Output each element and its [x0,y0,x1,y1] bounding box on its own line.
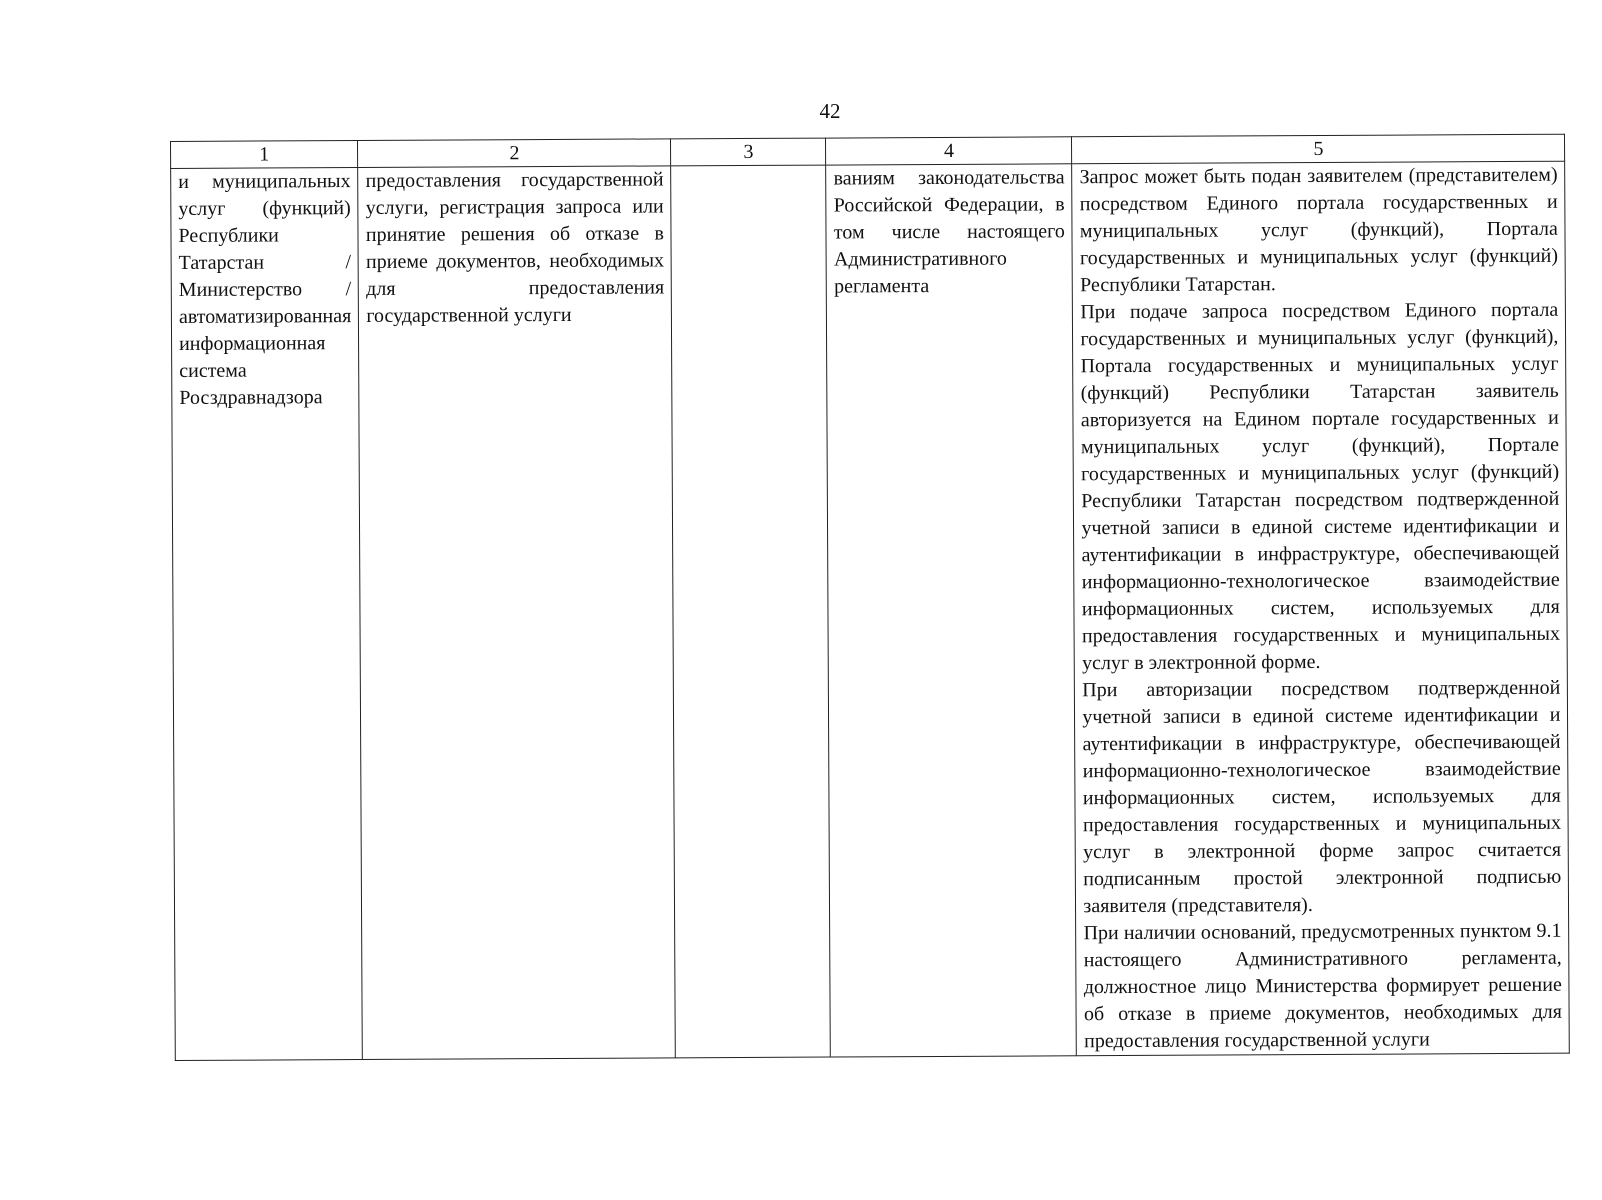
cell-col3 [671,165,831,1058]
cell-col5-paragraph: При авторизации посредством подтвержденной учетной записи в единой системе идентификации и аутентификации в инфраструктуре, обеспечивающей информационно-технологическое взаимодействие информационных систем, используемых для предоставления государственных и муниципальных услуг в электронной форме запрос считается подписанным простой электронной подписью заявителя (представителя). [1082,676,1562,918]
cell-col5-text [1080,162,1563,1055]
column-header-1: 1 [171,141,359,169]
cell-col2 [358,166,676,1060]
cell-col5 [1072,161,1570,1056]
cell-col3-text [679,166,819,167]
cell-col1 [171,168,363,1061]
cell-col4 [826,164,1077,1057]
table-row [171,161,1570,1060]
document-table [170,134,1570,1061]
column-header-2: 2 [358,139,671,168]
column-header-4: 4 [826,137,1072,165]
cell-col5-paragraph: При подаче запроса посредством Единого портала государственных и муниципальных услуг (функций), Портала государственных и муниципальных услуг (функций) Республики Татарстан заявитель авторизуется на Едином портале государственных и муниципальных услуг (функций), Портале государственных и муниципальных услуг (функций) Республики Татарстан посредством подтвержденной учетной записи в единой системе идентификации и аутентификации в инфраструктуре, обеспечивающей информационно-технологическое взаимодействие информационных систем, используемых для предоставления государственных и муниципальных услуг в электронной форме. [1080,298,1561,675]
cell-col1-text: и муниципальных услуг (функций) Республики Татарстан / Министерство / автоматизированная информационная система Росздравнадзора [178,170,352,409]
page-number: 42 [819,99,841,123]
column-header-3: 3 [671,138,826,166]
column-header-5: 5 [1072,134,1565,164]
cell-col5-paragraph: При наличии оснований, предусмотренных пунктом 9.1 настоящего Административного регламента, должностное лицо Министерства формирует решение об отказе в приеме документов, необходимых для предоставления государственной услуги [1083,919,1563,1053]
cell-col5-paragraph: Запрос может быть подан заявителем (представителем) посредством Единого портала государственных и муниципальных услуг (функций), Портала государственных и муниципальных услуг (функций) Республики Татарстан. [1079,163,1559,297]
cell-col4-text: ваниям законодательства Российской Федерации, в том числе настоящего Административного регламента [833,166,1065,298]
cell-col2-text: предоставления государственной услуги, регистрация запроса или принятие решения об отказе в приеме документов, необходимых для предоставления государственной услуги [365,168,665,327]
